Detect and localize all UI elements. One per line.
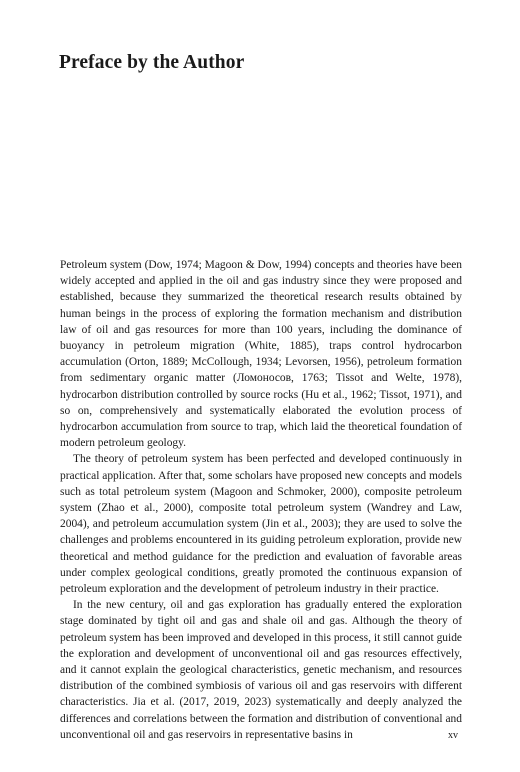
paragraph-1: Petroleum system (Dow, 1974; Magoon & Dow, 1994) concepts and theories have been widely accepted and applied in the oil and gas industry since they were proposed and established, because they summarized the theoretical research results obtained by human beings in the process of exploring the formation mechanism and distribution law of oil and gas resources for more than 100 years, including the dominance of buoyancy in petroleum migration (White, 1885), traps control hydrocarbon accumulation (Orton, 1889; McCollough, 1934; Levorsen, 1956), petroleum formation from sedimentary organic matter (Ломоносов, 1763; Tissot and Welte, 1978), hydrocarbon distribution controlled by source rocks (Hu et al., 1962; Tissot, 1971), and so on, comprehensively and systematically elaborated the evolution process of hydrocarbon accumulation from source to trap, which laid the theoretical foundation of modern petroleum geology. xyxy=(60,259,462,450)
preface-body xyxy=(60,257,462,743)
paragraph-2: The theory of petroleum system has been perfected and developed continuously in practical application. After that, some scholars have proposed new concepts and models such as total petroleum system (Magoon and Schmoker, 2000), composite petroleum system (Zhao et al., 2000), composite total petroleum system (Wandrey and Law, 2004), and petroleum accumulation system (Jin et al., 2003); they are used to solve the challenges and problems encountered in its guiding petroleum exploration, provide new theoretical and method guidance for the prediction and evaluation of favorable areas under complex geological conditions, greatly promoted the continuous expansion of petroleum exploration and the development of petroleum industry in their practice. xyxy=(60,453,462,596)
paragraph-3: In the new century, oil and gas exploration has gradually entered the exploration stage dominated by tight oil and gas and shale oil and gas. Although the theory of petroleum system has been improved and developed in this process, it still cannot guide the exploration and development of unconventional oil and gas resources effectively, and it cannot explain the geological characteristics, genetic mechanism, and resources distribution of the combined symbiosis of various oil and gas reservoirs with different characteristics. Jia et al. (2017, 2019, 2023) systematically and deeply analyzed the differences and correlations between the formation and distribution of conventional and unconventional oil and gas reservoirs in representative basins in xyxy=(60,599,462,741)
page-number: xv xyxy=(448,730,458,741)
page-title: Preface by the Author xyxy=(59,52,245,73)
